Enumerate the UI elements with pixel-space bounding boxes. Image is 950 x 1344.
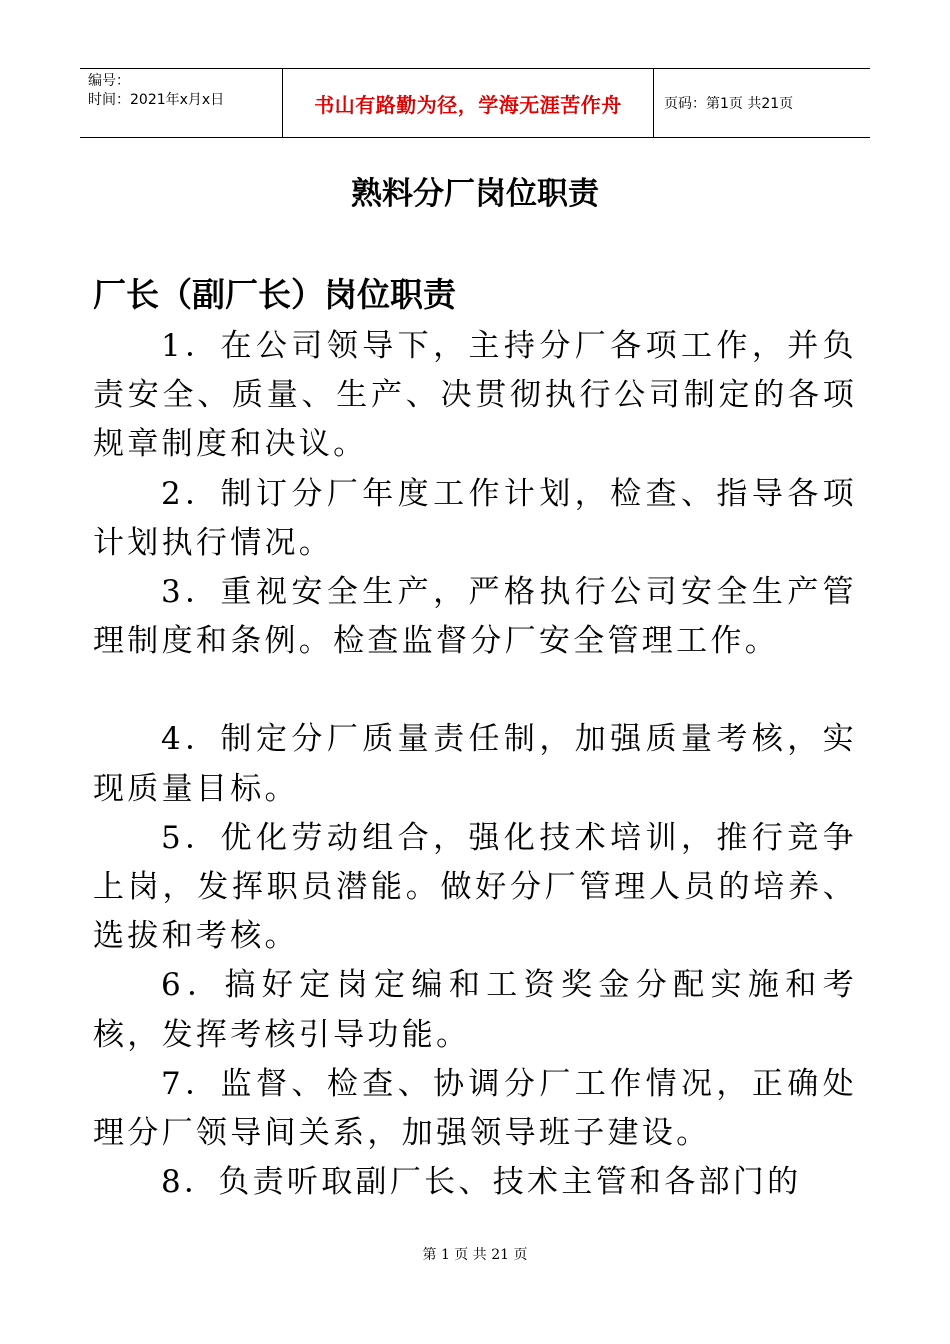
paragraph-6: 6．搞好定岗定编和工资奖金分配实施和考核，发挥考核引导功能。 [93,967,857,1053]
paragraph-1: 1．在公司领导下，主持分厂各项工作，并负责安全、质量、生产、决贯彻执行公司制定的各项规章制度和决议。 [93,328,857,463]
number-label: 编号： [88,73,130,89]
header-meta [80,69,282,137]
paragraph-5: 5．优化劳动组合，强化技术培训，推行竞争上岗，发挥职员潜能。做好分厂管理人员的培养、选拔和考核。 [93,819,857,955]
body-text [93,322,857,1207]
paragraph-7: 7．监督、检查、协调分厂工作情况，正确处理分厂领导间关系，加强领导班子建设。 [93,1065,857,1152]
paragraph-2: 2．制订分厂年度工作计划，检查、指导各项计划执行情况。 [93,475,857,561]
page-header [80,68,870,138]
paragraph-3: 3．重视安全生产，严格执行公司安全生产管理制度和条例。检查监督分厂安全管理工作。 [93,574,857,660]
document-title: 熟料分厂岗位职责 [351,176,599,212]
page-footer: 第 1 页 共 21 页 [422,1247,528,1263]
paragraph-8: 8．负责听取副厂长、技术主管和各部门的 [161,1164,802,1201]
header-page-info: 页码：第1页 共21页 [664,96,794,112]
section-title: 厂长（副厂长）岗位职责 [93,275,456,314]
header-motto: 书山有路勤为径，学海无涯苦作舟 [282,69,654,137]
paragraph-4: 4．制定分厂质量责任制，加强质量考核，实现质量目标。 [93,721,857,807]
time-label: 时间：2021年x月x日 [88,92,225,108]
